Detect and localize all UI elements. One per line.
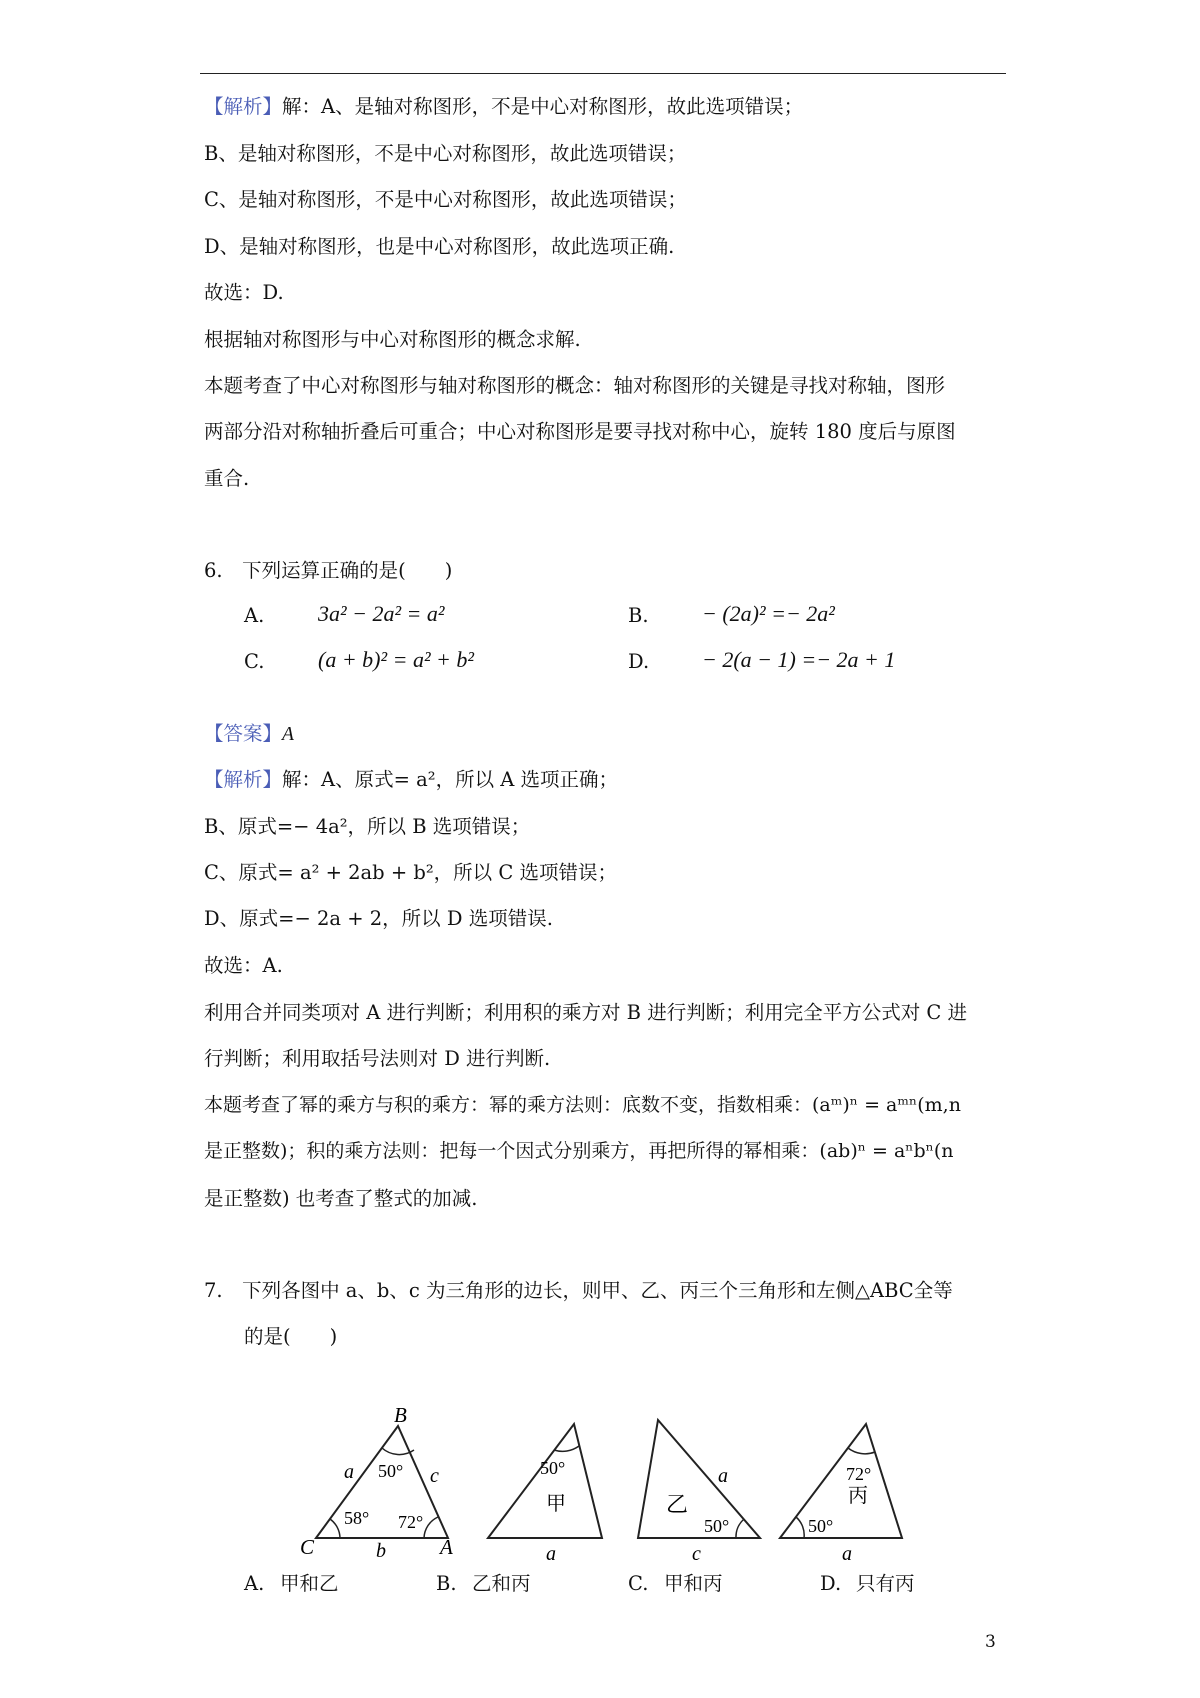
side-a-label: a (718, 1465, 728, 1487)
side-a-label: a (344, 1461, 354, 1483)
q7-option-b-text: 乙和丙 (472, 1572, 531, 1595)
angle-label: 50° (704, 1516, 730, 1536)
header-rule (200, 73, 1006, 74)
answer-tag: 【答案】 (204, 722, 283, 745)
vertex-b-label: B (394, 1403, 407, 1427)
q6-option-b-letter: B. (628, 604, 649, 627)
q7-option-d-text: 只有丙 (856, 1572, 915, 1595)
q6-option-a-expr: 3a² − 2a² = a² (318, 601, 445, 626)
q6-analysis-line-2: B、原式=− 4a²，所以 B 选项错误； (204, 815, 531, 838)
q6-answer (204, 724, 294, 745)
q7-option-c-text: 甲和丙 (664, 1572, 723, 1595)
q7-option-d-letter: D. (820, 1572, 842, 1595)
side-c-label: c (692, 1543, 701, 1560)
q7-option-b-letter: B. (436, 1572, 457, 1595)
q5-note-line-2: 两部分沿对称轴折叠后可重合；中心对称图形是要寻找对称中心，旋转 180 度后与原图 (204, 420, 956, 443)
q6-option-d-letter: D. (628, 650, 650, 673)
q6-analysis-line-3: C、原式= a² + 2ab + b²，所以 C 选项错误； (204, 861, 618, 884)
q5-choose: 故选：D. (204, 281, 284, 304)
q6-use-line-1: 利用合并同类项对 A 进行判断；利用积的乘方对 B 进行判断；利用完全平方公式对 C 进 (204, 1001, 968, 1024)
angle-label: 50° (540, 1458, 566, 1478)
jiexi-tag: 【解析】 (204, 95, 283, 118)
angle-72-label: 72° (846, 1464, 872, 1484)
q6-analysis-line-1: 【解析】解：A、原式= a²，所以 A 选项正确； (204, 768, 619, 791)
vertex-a-label: A (440, 1535, 453, 1559)
q6-option-d-expr: − 2(a − 1) =− 2a + 1 (702, 647, 896, 672)
q7-option-c-letter: C. (628, 1572, 649, 1595)
q7-option-a-letter: A. (244, 1572, 265, 1595)
side-a-label: a (842, 1543, 852, 1560)
side-a-label: a (546, 1543, 556, 1560)
q5-analysis-line-1: 【解析】解：A、是轴对称图形，不是中心对称图形，故此选项错误； (204, 95, 804, 118)
q5-analysis-line-2: B、是轴对称图形，不是中心对称图形，故此选项错误； (204, 142, 687, 165)
triangle-bing (780, 1424, 902, 1560)
q7-stem-line-1: 7. 下列各图中 a、b、c 为三角形的边长，则甲、乙、丙三个三角形和左侧△ABC全等 (204, 1279, 953, 1302)
yi-label: 乙 (666, 1492, 689, 1517)
q6-note-line-3: 是正整数) 也考查了整式的加减. (204, 1187, 478, 1210)
q5-basis: 根据轴对称图形与中心对称图形的概念求解. (204, 328, 581, 351)
answer-value: A (282, 724, 294, 745)
q6-option-c-letter: C. (244, 650, 265, 673)
angle-c-label: 58° (344, 1508, 370, 1528)
jiexi-tag: 【解析】 (204, 768, 283, 791)
q6-option-c-expr: (a + b)² = a² + b² (318, 647, 474, 672)
q6-choose: 故选：A. (204, 954, 283, 977)
q6-analysis-line-4: D、原式=− 2a + 2，所以 D 选项错误. (204, 907, 553, 930)
side-c-label: c (430, 1465, 439, 1487)
q6-note-line-1: 本题考查了幂的乘方与积的乘方：幂的乘方法则：底数不变，指数相乘：(aᵐ)ⁿ = aᵐⁿ(m,n (204, 1094, 961, 1116)
vertex-c-label: C (300, 1535, 315, 1559)
q6-note-line-2: 是正整数)；积的乘方法则：把每一个因式分别乘方，再把所得的幂相乘：(ab)ⁿ = aⁿbⁿ(n (204, 1140, 954, 1162)
bing-label: 丙 (848, 1485, 868, 1507)
q5-note-line-3: 重合. (204, 467, 250, 490)
q5-note-line-1: 本题考查了中心对称图形与轴对称图形的概念：轴对称图形的关键是寻找对称轴，图形 (204, 374, 946, 397)
angle-50-label: 50° (808, 1516, 834, 1536)
triangle-yi (638, 1420, 760, 1560)
angle-b-label: 50° (378, 1461, 404, 1481)
angle-a-label: 72° (398, 1512, 424, 1532)
q6-stem: 6. 下列运算正确的是( ) (204, 559, 453, 582)
side-b-label: b (376, 1540, 386, 1560)
triangle-abc (300, 1403, 453, 1560)
q5-analysis-line-4: D、是轴对称图形，也是中心对称图形，故此选项正确. (204, 235, 675, 258)
q6-use-line-2: 行判断；利用取括号法则对 D 进行判断. (204, 1047, 551, 1070)
jia-label: 甲 (546, 1493, 566, 1515)
q7-triangles-figure (290, 1400, 930, 1560)
page-number: 3 (985, 1632, 996, 1652)
q6-option-a-letter: A. (244, 604, 265, 627)
q7-stem-line-2: 的是( ) (244, 1325, 338, 1348)
q5-analysis-line-3: C、是轴对称图形，不是中心对称图形，故此选项错误； (204, 188, 687, 211)
triangle-jia (488, 1424, 602, 1560)
q7-option-a-text: 甲和乙 (280, 1572, 339, 1595)
q6-option-b-expr: − (2a)² =− 2a² (702, 601, 835, 626)
